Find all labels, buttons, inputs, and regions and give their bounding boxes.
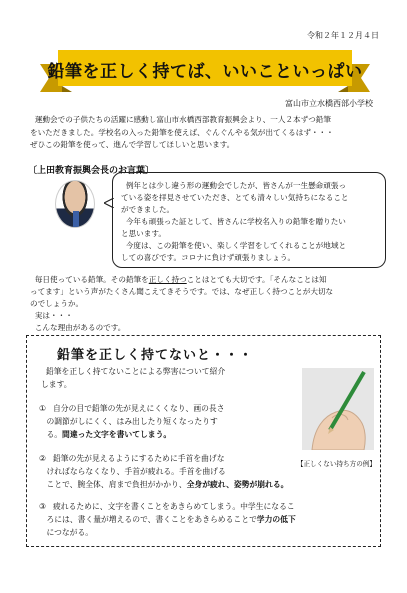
chairman-photo bbox=[55, 180, 95, 228]
issue-date: 令和２年１２月４日 bbox=[307, 31, 379, 40]
dashed-info-box bbox=[26, 335, 381, 547]
speech-bubble: 例年とは少し違う形の運動会でしたが、皆さんが一生懸命頑張っ ている姿を拝見させていただき、とても清々しい気持ちになること ができました。 今年も頑張った証として、皆さんに学校名入りの鉛筆を贈りたい と思います。 今度は、この鉛筆を使い、楽しく学習をしてくれることが地域と しての喜びです。コロナに負けず頑張りましょう。 bbox=[112, 172, 386, 268]
title-banner bbox=[40, 48, 370, 94]
box-intro: 鉛筆を正しく持てないことによる弊害について紹介 します。 bbox=[41, 367, 226, 389]
page-title: 鉛筆を正しく持てば、いいこといっぱい bbox=[47, 62, 363, 82]
image-caption: 【正しくない持ち方の例】 bbox=[296, 460, 376, 468]
box-title: 鉛筆を正しく持てないと・・・ bbox=[57, 348, 254, 363]
intro-paragraph: 運動会での子供たちの活躍に感動し富山市水橋西部教育振興会より、一人２本ずつ鉛筆 をいただきました。学校名の入った鉛筆を使えば、ぐんぐんやる気が出てくるはず・・・ ぜひこの鉛筆を使って、進んで学習してほしいと思います。 bbox=[30, 115, 334, 149]
reason-item-2: ② 鉛筆の先が見えるようにするために手首を曲げな ければならなくなり、手首が疲れる。手首を曲げる ことで、腕全体、肩まで負担がかかり、全身が疲れ、姿勢が崩れる。 bbox=[39, 454, 289, 489]
school-name: 富山市立水橋西部小学校 bbox=[285, 99, 373, 108]
hand-pencil-image bbox=[302, 368, 374, 450]
reason-item-1: ① 自分の目で鉛筆の先が見えにくくなり、画の長さ の調節がしにくく、はみ出したり短くなったりす る。間違った文字を書いてしまう。 bbox=[39, 404, 225, 439]
hand-holding-pencil-icon bbox=[302, 368, 374, 450]
middle-paragraph: 毎日使っている鉛筆。その鉛筆を正しく持つことはとても大切です。「そんなことは知 ってます」という声がたくさん聞こえてきそうです。では、なぜ正しく持つことが大切な のでしょうか。 実は・・・ こんな理由があるのです。 bbox=[30, 275, 334, 332]
reason-item-3: ③ 疲れるために、文字を書くことをあきらめてしまう。中学生になるこ ろには、書く量が増えるので、書くことをあきらめることで学力の低下 につながる。 bbox=[39, 502, 296, 537]
section-heading: 〔上田教育振興会長のお言葉〕 bbox=[28, 166, 155, 176]
